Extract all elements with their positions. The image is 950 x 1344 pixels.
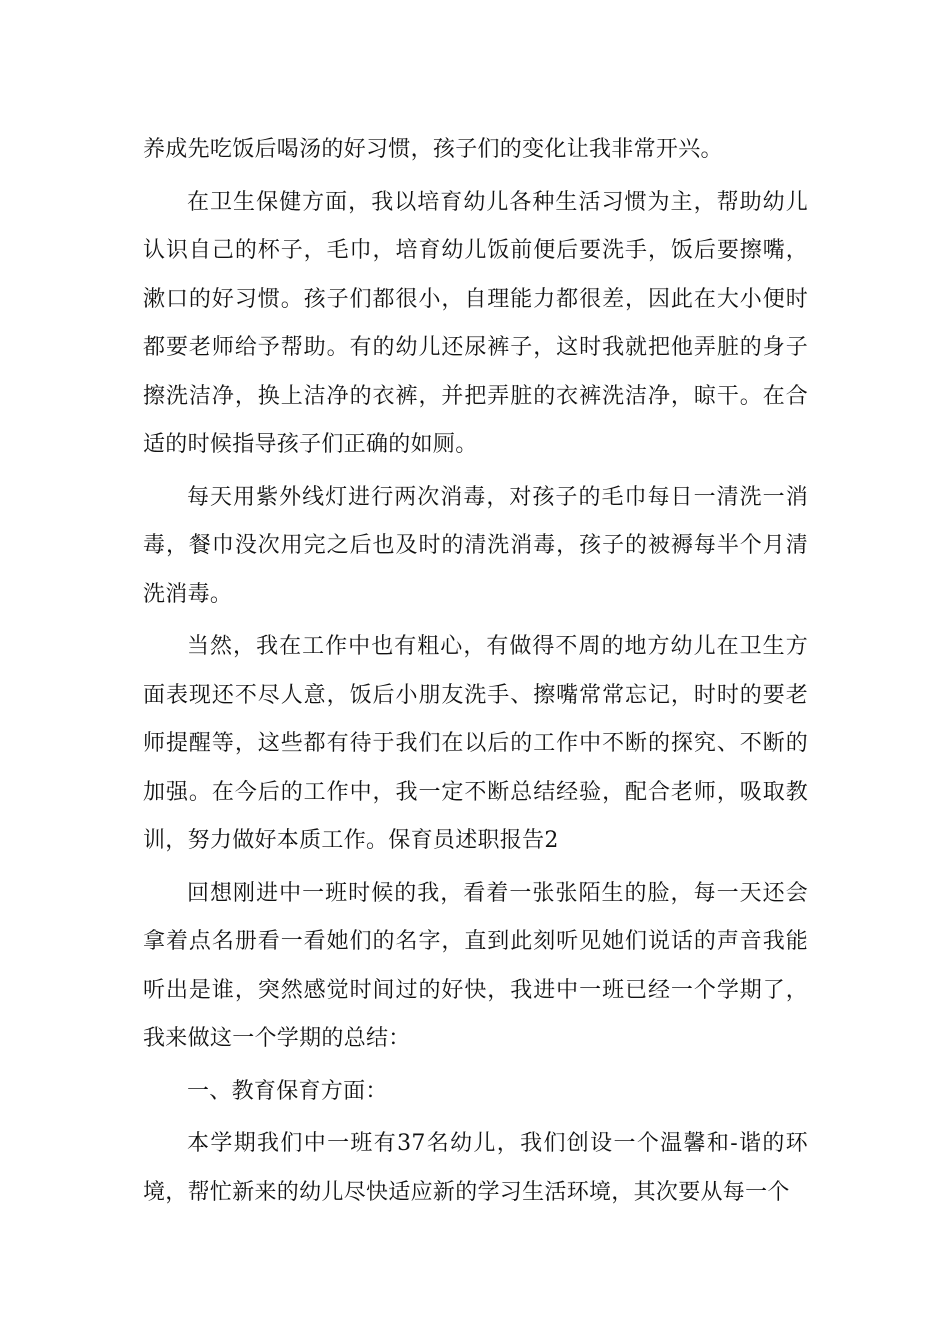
section-heading: 一、教育保育方面： [187, 1078, 388, 1104]
paragraph-5: 回想刚进中一班时候的我，看着一张张陌生的脸，每一天还会拿着点名册看一看她们的名字，直到此刻听见她们说话的声音我能听出是谁，突然感觉时间过的好快，我进中一班已经一个学期了，我来做这一个学期的总结： [143, 880, 808, 1051]
paragraph-3: 每天用紫外线灯进行两次消毒，对孩子的毛巾每日一清洗一消毒，餐巾没次用完之后也及时的清洗消毒，孩子的被褥每半个月清洗消毒。 [143, 484, 808, 607]
paragraph-4: 当然，我在工作中也有粗心，有做得不周的地方幼儿在卫生方面表现还不尽人意，饭后小朋友洗手、擦嘴常常忘记，时时的要老师提醒等，这些都有待于我们在以后的工作中不断的探究、不断的加强。在今后的工作中，我一定不断总结经验，配合老师，吸取教训，努力做好本质工作。保育员述职报告2 [143, 634, 808, 853]
paragraph-1: 养成先吃饭后喝汤的好习惯，孩子们的变化让我非常开兴。 [143, 137, 723, 162]
document-body [143, 126, 808, 1221]
paragraph-6: 本学期我们中一班有37名幼儿，我们创设一个温馨和-谐的环境，帮忙新来的幼儿尽快适应新的学习生活环境，其次要从每一个 [143, 1131, 808, 1205]
paragraph-2: 在卫生保健方面，我以培育幼儿各种生活习惯为主，帮助幼儿认识自己的杯子，毛巾，培育幼儿饭前便后要洗手，饭后要擦嘴，漱口的好习惯。孩子们都很小，自理能力都很差，因此在大小便时都要老师给予帮助。有的幼儿还尿裤子，这时我就把他弄脏的身子擦洗洁净，换上洁净的衣裤，并把弄脏的衣裤洗洁净，晾干。在合适的时候指导孩子们正确的如厕。 [143, 189, 808, 457]
